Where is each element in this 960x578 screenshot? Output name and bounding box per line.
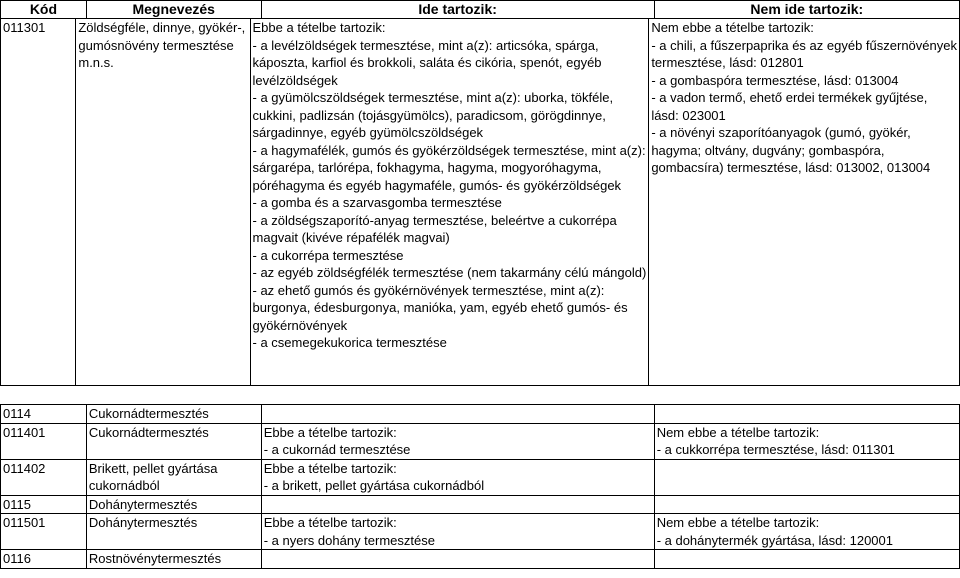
main-excludes — [649, 19, 960, 386]
main-name-line: gumósnövény termesztése — [78, 37, 234, 53]
includes-line: levélzöldségek — [252, 72, 338, 88]
row-code — [1, 477, 87, 495]
main-includes — [250, 19, 649, 386]
excludes-line: hagyma; oltvány, dugvány; gombaspóra, — [651, 142, 885, 158]
row-code: 0116 — [1, 550, 87, 569]
row-includes: - a brikett, pellet gyártása cukornádból — [261, 477, 654, 495]
row-code: 0114 — [1, 405, 87, 424]
row-name: Dohánytermesztés — [86, 514, 261, 532]
table-row — [1, 459, 960, 477]
main-name — [76, 19, 250, 386]
excludes-line: - a növényi szaporítóanyagok (gumó, gyökér, — [651, 125, 911, 140]
row-name: cukornádból — [86, 477, 261, 495]
includes-line: - a cukorrépa termesztése — [252, 247, 404, 263]
row-includes: Ebbe a tételbe tartozik: — [261, 423, 654, 441]
header-table — [0, 0, 960, 19]
table-row — [1, 441, 960, 459]
excludes-line: - a chili, a fűszerpaprika és az egyéb fűszernövények — [651, 37, 957, 53]
table-row — [1, 495, 960, 514]
excludes-line: - a vadon termő, ehető erdei termékek gyűjtése, — [651, 90, 928, 105]
excludes-line: lásd: 023001 — [651, 107, 726, 123]
list-table — [0, 404, 960, 569]
row-includes: - a cukornád termesztése — [261, 441, 654, 459]
row-name: Rostnövénytermesztés — [86, 550, 261, 569]
includes-line: burgonya, édesburgonya, manióka, yam, egyéb ehető gumós- és — [252, 300, 628, 315]
header-row — [1, 1, 960, 19]
includes-line: - a levélzöldségek termesztése, mint a(z): articsóka, spárga, — [252, 37, 599, 53]
main-code: 011301 — [1, 19, 76, 386]
includes-line: - a hagymafélék, gumós és gyökérzöldségek termesztése, mint a(z): — [252, 142, 646, 158]
row-code: 011501 — [1, 514, 87, 532]
row-includes — [261, 405, 654, 424]
includes-line: Ebbe a tételbe tartozik: — [252, 20, 386, 35]
includes-line: sárgadinnye, egyéb gyümölcszöldségek — [252, 125, 484, 140]
excludes-line: termesztése, lásd: 012801 — [651, 55, 804, 70]
row-name — [86, 532, 261, 550]
row-excludes: Nem ebbe a tételbe tartozik: — [654, 423, 959, 441]
row-code — [1, 532, 87, 550]
row-excludes — [654, 459, 959, 477]
table-row — [1, 550, 960, 569]
excludes-line: Nem ebbe a tételbe tartozik: — [651, 20, 814, 35]
excludes-line: - a gombaspóra termesztése, lásd: 013004 — [651, 72, 899, 88]
main-name-line: m.n.s. — [78, 55, 114, 70]
row-includes: Ebbe a tételbe tartozik: — [261, 459, 654, 477]
includes-line: gyökérnövények — [252, 317, 348, 333]
includes-line: káposzta, karfiol és brokkoli, saláta és cikória, spenót, egyéb — [252, 55, 602, 70]
main-name-line: Zöldségféle, dinnye, gyökér-, — [78, 20, 246, 35]
row-excludes: - a dohánytermék gyártása, lásd: 120001 — [654, 532, 959, 550]
row-name: Cukornádtermesztés — [86, 405, 261, 424]
row-code: 0115 — [1, 495, 87, 514]
table-row — [1, 405, 960, 424]
row-name — [86, 441, 261, 459]
header-nem-ide-tartozik: Nem ide tartozik: — [654, 1, 959, 19]
row-includes: - a nyers dohány termesztése — [261, 532, 654, 550]
includes-line: - a gyümölcszöldségek termesztése, mint a(z): uborka, tökféle, — [252, 90, 614, 105]
includes-line: - a csemegekukorica termesztése — [252, 335, 447, 350]
row-excludes: Nem ebbe a tételbe tartozik: — [654, 514, 959, 532]
includes-line: - a zöldségszaporító-anyag termesztése, beleértve a cukorrépa — [252, 212, 617, 228]
row-excludes — [654, 405, 959, 424]
includes-line: - az ehető gumós és gyökérnövények termesztése, mint a(z): — [252, 282, 605, 298]
row-includes — [261, 550, 654, 569]
row-name: Dohánytermesztés — [86, 495, 261, 514]
includes-line: magvait (kivéve répafélék magvai) — [252, 230, 450, 245]
includes-line: - a gomba és a szarvasgomba termesztése — [252, 195, 502, 210]
includes-line: póréhagyma és egyéb hagymaféle, gumós- és gyökérzöldségek — [252, 177, 622, 193]
header-megnevezes: Megnevezés — [86, 1, 261, 19]
row-code: 011401 — [1, 423, 87, 441]
table-row — [1, 477, 960, 495]
main-entry-table — [0, 18, 960, 386]
row-name: Brikett, pellet gyártása — [86, 459, 261, 477]
row-excludes — [654, 550, 959, 569]
includes-line: cukkini, padlizsán (tojásgyümölcs), paradicsom, görögdinnye, — [252, 107, 606, 123]
excludes-line: gombacsíra) termesztése, lásd: 013002, 013004 — [651, 160, 931, 175]
row-excludes — [654, 477, 959, 495]
includes-line: sárgarépa, tarlórépa, fokhagyma, hagyma, mogyoróhagyma, — [252, 160, 602, 175]
row-includes — [261, 495, 654, 514]
row-code: 011402 — [1, 459, 87, 477]
row-excludes — [654, 495, 959, 514]
table-row — [1, 514, 960, 532]
includes-line: - az egyéb zöldségfélék termesztése (nem takarmány célú mángold) — [252, 265, 647, 280]
row-includes: Ebbe a tételbe tartozik: — [261, 514, 654, 532]
header-kod: Kód — [1, 1, 87, 19]
row-code — [1, 441, 87, 459]
table-row — [1, 532, 960, 550]
main-entry-row — [1, 19, 960, 386]
row-name: Cukornádtermesztés — [86, 423, 261, 441]
header-ide-tartozik: Ide tartozik: — [261, 1, 654, 19]
row-excludes: - a cukkorrépa termesztése, lásd: 011301 — [654, 441, 959, 459]
table-row — [1, 423, 960, 441]
